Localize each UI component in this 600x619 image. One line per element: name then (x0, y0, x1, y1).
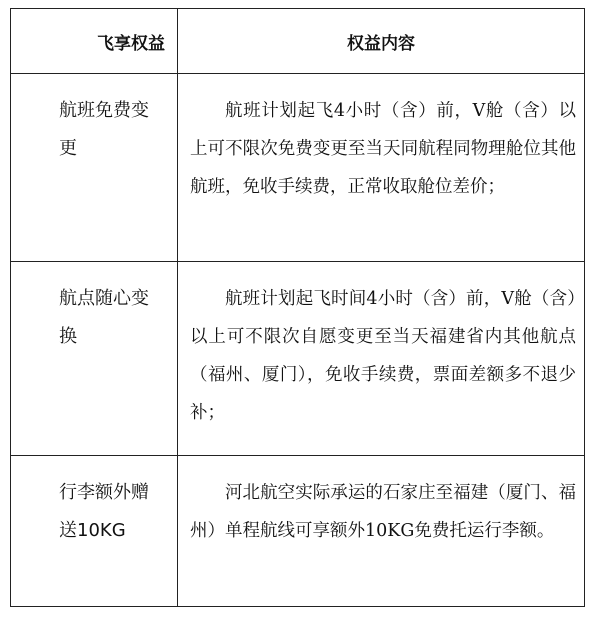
benefit-content: 航班计划起飞时间4小时（含）前，V舱（含）以上可不限次自愿变更至当天福建省内其他航点（福州、厦门），免收手续费，票面差额多不退少补； (178, 262, 585, 456)
benefit-name: 航点随心变换 (11, 262, 178, 456)
table-row (11, 262, 585, 456)
header-benefit: 飞享权益 (11, 9, 178, 74)
table-row (11, 74, 585, 262)
benefit-content: 河北航空实际承运的石家庄至福建（厦门、福州）单程航线可享额外10KG免费托运行李额。 (178, 456, 585, 607)
benefit-content: 航班计划起飞4小时（含）前，V舱（含）以上可不限次免费变更至当天同航程同物理舱位其他航班，免收手续费，正常收取舱位差价； (178, 74, 585, 262)
benefit-name: 行李额外赠送10KG (11, 456, 178, 607)
benefits-table (10, 8, 585, 607)
benefit-name: 航班免费变更 (11, 74, 178, 262)
table-header-row (11, 9, 585, 74)
header-content: 权益内容 (178, 9, 585, 74)
table-row (11, 456, 585, 607)
